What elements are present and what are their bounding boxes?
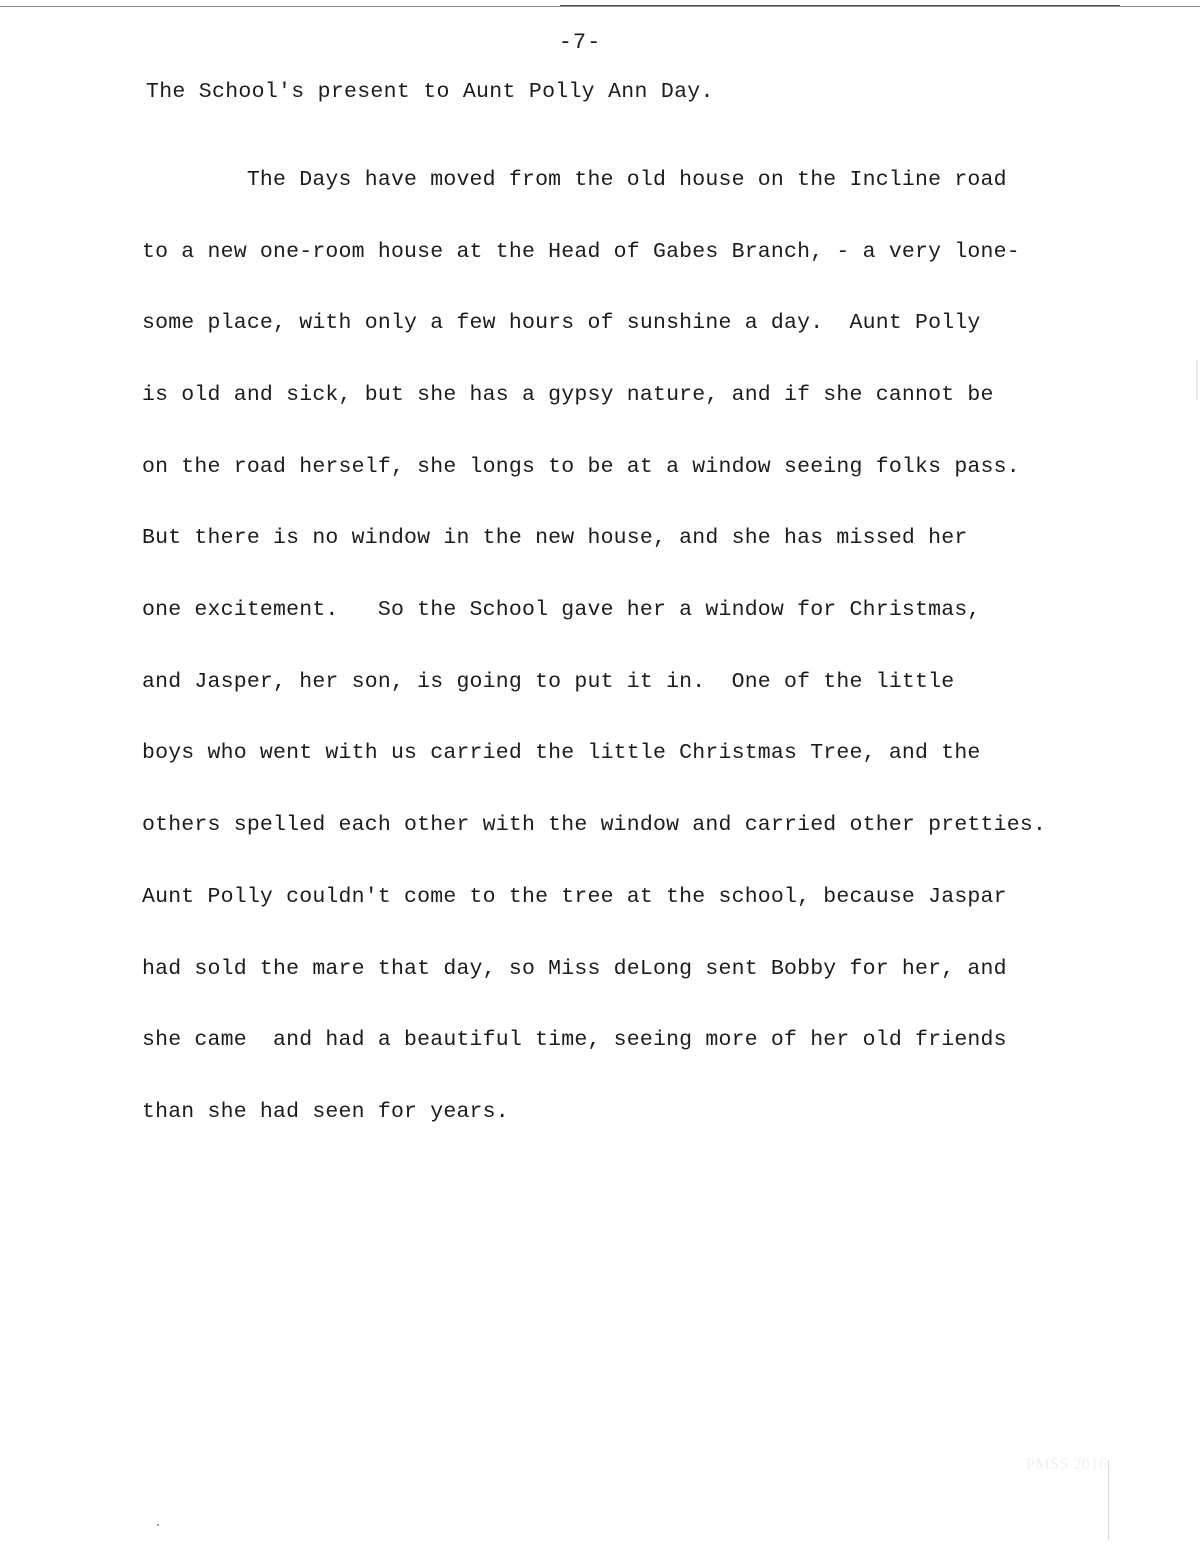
body-line: others spelled each other with the window and carried other pretties. <box>142 813 1047 838</box>
top-scan-edge-rule-dark <box>560 5 1120 6</box>
body-paragraph <box>142 121 1046 1149</box>
body-line: one excitement. So the School gave her a window for Christmas, <box>142 598 981 623</box>
body-line: boys who went with us carried the little Christmas Tree, and the <box>142 741 981 766</box>
body-line: than she had seen for years. <box>142 1099 509 1124</box>
scan-edge-mark <box>1196 360 1198 400</box>
archive-watermark: PMSS 2016 <box>1026 1456 1108 1473</box>
body-line: she came and had a beautiful time, seeing more of her old friends <box>142 1028 1007 1053</box>
body-line: But there is no window in the new house, and she has missed her <box>142 526 968 551</box>
body-line: some place, with only a few hours of sunshine a day. Aunt Polly <box>142 311 981 336</box>
body-line: is old and sick, but she has a gypsy nature, and if she cannot be <box>142 382 994 407</box>
body-line: The Days have moved from the old house on the Incline road <box>142 167 1007 192</box>
body-line: Aunt Polly couldn't come to the tree at the school, because Jaspar <box>142 884 1007 909</box>
scan-speck <box>157 1524 159 1526</box>
body-line: and Jasper, her son, is going to put it in. One of the little <box>142 669 955 694</box>
top-scan-edge-rule <box>0 6 1200 7</box>
body-line: on the road herself, she longs to be at a window seeing folks pass. <box>142 454 1020 479</box>
body-line: had sold the mare that day, so Miss deLong sent Bobby for her, and <box>142 956 1007 981</box>
page-number: -7- <box>558 30 602 55</box>
scan-edge-mark <box>1108 1460 1109 1540</box>
body-line: to a new one-room house at the Head of Gabes Branch, - a very lone- <box>142 239 1020 264</box>
document-heading: The School's present to Aunt Polly Ann Day. <box>146 80 714 104</box>
